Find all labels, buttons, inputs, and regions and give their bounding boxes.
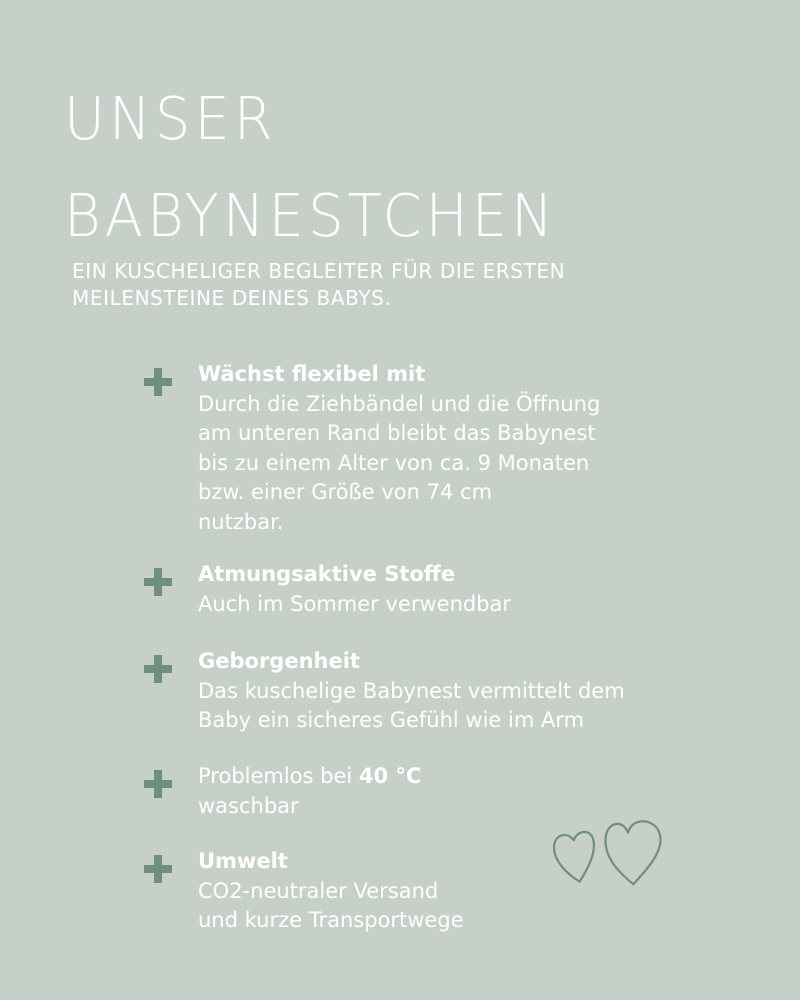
plus-icon [144,855,172,883]
feature-line: waschbar [198,793,299,818]
plus-icon [144,368,172,396]
feature-line: Auch im Sommer verwendbar [198,591,512,616]
feature-line: Durch die Ziehbändel und die Öffnung [198,391,601,416]
feature-line-mixed [198,762,421,792]
hearts-icon [550,812,680,890]
subtitle-line-1: EIN KUSCHELIGER BEGLEITER FÜR DIE ERSTEN [72,259,566,283]
page-title [64,72,557,265]
feature-line: Baby ein sicheres Gefühl wie im Arm [198,708,585,732]
feature-text [198,560,511,619]
plus-icon [144,655,172,683]
feature-line: am unteren Rand bleibt das Babynest [198,421,596,445]
feature-line: bis zu einem Alter von ca. 9 Monaten [198,450,590,475]
feature-heading: Atmungsaktive Stoffe [198,562,456,586]
subtitle-line-2: MEILENSTEINE DEINES BABYS. [72,286,392,310]
plus-icon [144,568,172,596]
title-line-2: BABYNESTCHEN [64,182,558,251]
feature-text [198,647,625,736]
subtitle [72,258,692,312]
feature-heading: Geborgenheit [198,649,360,673]
feature-bold-value: 40 °C [358,764,422,788]
feature-heading: Wächst flexibel mit [198,362,426,386]
title-line-1: UNSER [64,85,277,154]
feature-text [198,847,464,936]
feature-line: CO2-neutraler Versand [198,878,439,903]
feature-heading: Umwelt [198,849,288,873]
plus-icon [144,770,172,798]
feature-prefix: Problemlos bei [198,764,359,788]
feature-text [198,762,421,821]
feature-line: und kurze Transportwege [198,908,464,932]
feature-line: Das kuschelige Babynest vermittelt dem [198,678,625,703]
feature-line: nutzbar. [198,509,284,534]
feature-text [198,360,600,537]
feature-line: bzw. einer Größe von 74 cm [198,480,493,504]
